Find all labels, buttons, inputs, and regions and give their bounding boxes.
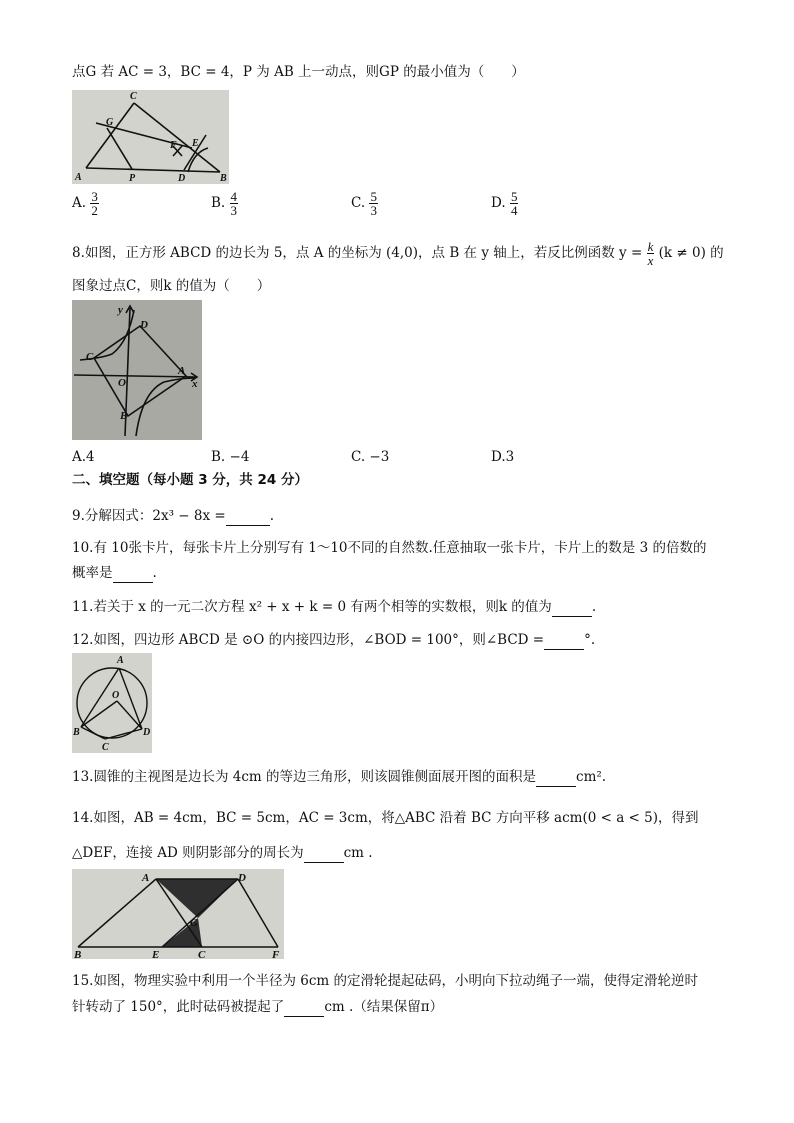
- q7-label-e: E: [192, 138, 199, 149]
- q7-option-c: [351, 190, 378, 217]
- q13-end: cm².: [576, 769, 607, 785]
- q8-stem-c: 图象过点C，则k 的值为（ ）: [72, 278, 271, 294]
- q10-answer-blank[interactable]: [113, 568, 153, 583]
- q12-label-b: B: [73, 727, 80, 738]
- q8-stem-line1: [72, 240, 724, 267]
- q9-end: .: [269, 508, 274, 524]
- q7-label-f: F: [170, 140, 177, 151]
- q15-text: 针转动了 150°，此时砝码被提起了: [72, 999, 285, 1015]
- q12-text: 12.如图，四边形 ABCD 是 ⊙O 的内接四边形，∠BOD = 100°，则∠BCD =: [72, 632, 545, 648]
- q8-frac-den: x: [647, 253, 654, 268]
- q8-label-d: D: [140, 319, 148, 331]
- q8-fraction: [647, 240, 655, 267]
- q12-label-a: A: [117, 655, 124, 666]
- q9-line: [72, 506, 274, 526]
- q7-label-p: P: [129, 173, 136, 184]
- q14-figure-drawing: [72, 869, 284, 959]
- q7-option-c-fraction: [369, 190, 378, 217]
- q7-figure: [72, 90, 229, 184]
- q14-label-d: D: [238, 872, 246, 884]
- q10-line2: [72, 563, 157, 583]
- q12-label-o: O: [112, 690, 120, 701]
- q14-label-c: C: [198, 949, 206, 959]
- q8-stem-b: (k ≠ 0) 的: [658, 245, 724, 261]
- q8-label-a: A: [178, 365, 186, 377]
- q14-line1: 14.如图，AB = 4cm，BC = 5cm，AC = 3cm，将△ABC 沿着 BC 方向平移 acm(0 < a < 5)，得到: [72, 810, 699, 826]
- q12-line: [72, 630, 595, 650]
- q8-label-b: B: [120, 410, 128, 422]
- q9-answer-blank[interactable]: [226, 511, 270, 526]
- q7-option-b-num: 4: [230, 189, 238, 204]
- q8-figure: [72, 300, 202, 440]
- q8-option-c: C. −3: [351, 449, 390, 465]
- q7-option-a-fraction: [90, 190, 99, 217]
- q8-option-b: B. −4: [211, 449, 250, 465]
- q8-label-x: x: [192, 378, 198, 390]
- q7-option-b-fraction: [230, 190, 239, 217]
- q14-text: △DEF，连接 AD 则阴影部分的周长为: [72, 845, 304, 861]
- q7-option-b: [211, 190, 238, 217]
- q12-figure-drawing: [72, 653, 152, 753]
- q7-option-b-letter: B.: [211, 195, 226, 211]
- q8-stem-a: 8.如图，正方形 ABCD 的边长为 5，点 A 的坐标为 (4,0)，点 B 在 y 轴上，若反比例函数 y =: [72, 245, 643, 261]
- q7-option-a-den: 2: [91, 203, 98, 218]
- q14-label-g: G: [190, 917, 198, 929]
- section-2-heading: 二、填空题（每小题 3 分，共 24 分）: [72, 472, 308, 488]
- q12-end: °.: [584, 632, 596, 648]
- q7-option-d-letter: D.: [491, 195, 506, 211]
- q7-option-c-letter: C.: [351, 195, 366, 211]
- q8-frac-num: k: [647, 239, 654, 254]
- q8-label-y: y: [118, 304, 123, 316]
- q10-end: .: [152, 565, 157, 581]
- q11-text: 11.若关于 x 的一元二次方程 x² + x + k = 0 有两个相等的实数根，则k 的值为: [72, 599, 552, 615]
- q7-option-b-den: 3: [230, 203, 238, 218]
- q7-figure-drawing: [72, 90, 229, 184]
- q7-label-b: B: [220, 173, 227, 184]
- q14-label-b: B: [74, 949, 82, 959]
- q10-text: 概率是: [72, 565, 113, 581]
- q11-line: [72, 597, 596, 617]
- q7-option-d: [491, 190, 518, 217]
- q14-figure: [72, 869, 284, 959]
- q15-answer-blank[interactable]: [284, 1002, 324, 1017]
- q14-label-f: F: [272, 949, 280, 959]
- q14-line2: [72, 843, 373, 863]
- q7-label-c: C: [130, 91, 137, 102]
- q8-option-d: D.3: [491, 449, 515, 465]
- q14-answer-blank[interactable]: [304, 848, 344, 863]
- q13-answer-blank[interactable]: [536, 772, 576, 787]
- q8-option-a: A.4: [72, 449, 95, 465]
- q12-label-d: D: [143, 727, 151, 738]
- q9-text: 9.分解因式：2x³ − 8x =: [72, 508, 226, 524]
- q14-label-e: E: [152, 949, 160, 959]
- q7-option-d-num: 5: [510, 189, 518, 204]
- q11-end: .: [591, 599, 597, 615]
- q7-option-a-letter: A.: [72, 195, 87, 211]
- q15-line1: 15.如图，物理实验中利用一个半径为 6cm 的定滑轮提起砝码，小明向下拉动绳子一端，使得定滑轮逆时: [72, 973, 699, 989]
- q11-answer-blank[interactable]: [552, 602, 592, 617]
- q13-text: 13.圆锥的主视图是边长为 4cm 的等边三角形，则该圆锥侧面展开图的面积是: [72, 769, 537, 785]
- q7-stem: 点G 若 AC = 3，BC = 4，P 为 AB 上一动点，则GP 的最小值为（ ）: [72, 64, 525, 80]
- q8-figure-drawing: [72, 300, 202, 440]
- q7-label-a: A: [75, 172, 82, 183]
- q8-label-c: C: [86, 351, 94, 363]
- q8-label-o: O: [118, 377, 126, 389]
- q7-label-g: G: [106, 117, 114, 128]
- q13-line: [72, 767, 606, 787]
- q7-label-d: D: [178, 173, 186, 184]
- q7-option-a: [72, 190, 99, 217]
- q7-option-c-num: 5: [370, 189, 377, 204]
- q7-option-c-den: 3: [370, 203, 377, 218]
- q12-label-c: C: [102, 742, 109, 753]
- q14-label-a: A: [142, 872, 150, 884]
- q7-option-a-num: 3: [91, 189, 98, 204]
- q15-line2: [72, 997, 443, 1017]
- q12-figure: [72, 653, 152, 753]
- q15-end: cm .（结果保留π）: [324, 999, 444, 1015]
- q7-option-d-den: 4: [510, 203, 518, 218]
- q12-answer-blank[interactable]: [544, 635, 584, 650]
- q14-end: cm .: [343, 845, 373, 861]
- q10-line1: 10.有 10张卡片，每张卡片上分别写有 1～10不同的自然数.任意抽取一张卡片，卡片上的数是 3 的倍数的: [72, 540, 707, 556]
- q7-option-d-fraction: [510, 190, 519, 217]
